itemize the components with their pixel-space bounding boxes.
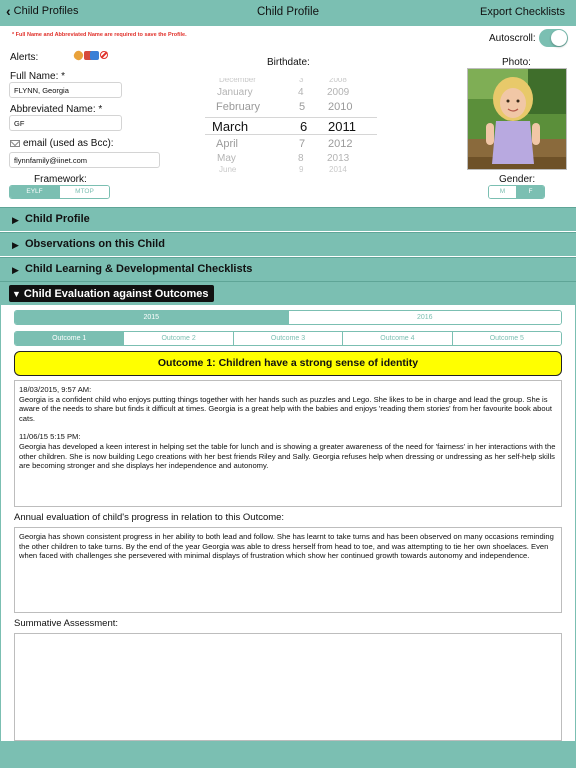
- gender-option-f[interactable]: F: [516, 186, 544, 198]
- child-photo[interactable]: [467, 68, 567, 170]
- triangle-right-icon: ▶: [12, 240, 19, 250]
- picker-day: 9: [299, 165, 304, 172]
- back-button[interactable]: [6, 2, 79, 19]
- birthdate-label: Birthdate:: [267, 57, 310, 68]
- picker-year: 2014: [329, 165, 347, 172]
- photo-label: Photo:: [502, 57, 531, 68]
- nav-bar: [0, 0, 576, 26]
- observation-timestamp: 18/03/2015, 9:57 AM:: [19, 385, 92, 394]
- picker-year: 2008: [329, 78, 347, 84]
- annual-evaluation-label: Annual evaluation of child's progress in relation to this Outcome:: [14, 512, 285, 523]
- mail-icon: [10, 140, 20, 147]
- year-option-2016[interactable]: 2016: [288, 311, 562, 324]
- alerts-label: Alerts:: [10, 52, 39, 63]
- framework-label: Framework:: [34, 174, 87, 185]
- birthdate-picker[interactable]: [205, 78, 377, 172]
- picker-row[interactable]: [205, 138, 377, 154]
- pill-icon: [72, 49, 85, 62]
- alerts-icons[interactable]: [74, 51, 108, 60]
- section-title: Child Learning & Developmental Checklists: [25, 263, 253, 275]
- chevron-left-icon: ‹: [6, 2, 11, 19]
- abbrev-name-field[interactable]: [9, 115, 122, 131]
- tab-outcome-5[interactable]: Outcome 5: [452, 332, 561, 345]
- required-note: * Full Name and Abbreviated Name are required to save the Profile.: [12, 32, 187, 38]
- observation-timestamp: 11/06/15 5:15 PM:: [19, 432, 81, 442]
- tab-outcome-1[interactable]: Outcome 1: [15, 332, 123, 345]
- email-field[interactable]: [9, 152, 160, 168]
- autoscroll-label: Autoscroll:: [489, 33, 536, 44]
- export-checklists-button[interactable]: Export Checklists: [480, 6, 565, 18]
- picker-month: December: [219, 78, 256, 84]
- picker-row[interactable]: [205, 101, 377, 117]
- year-selector: [14, 310, 562, 325]
- picker-month: June: [219, 165, 237, 172]
- picker-day-selected: 6: [300, 119, 308, 134]
- tab-outcome-2[interactable]: Outcome 2: [123, 332, 232, 345]
- gender-option-m[interactable]: M: [489, 186, 516, 198]
- picker-year: 2013: [327, 153, 350, 164]
- picker-month: February: [216, 101, 261, 113]
- bottom-bar: [0, 741, 576, 768]
- framework-option-mtop[interactable]: MTOP: [59, 186, 109, 198]
- section-checklists[interactable]: [0, 257, 576, 281]
- summative-assessment-textbox[interactable]: [14, 633, 562, 741]
- section-title-box: [9, 285, 214, 302]
- section-evaluation[interactable]: [0, 281, 576, 305]
- section-title: Observations on this Child: [25, 238, 165, 250]
- triangle-right-icon: ▶: [12, 215, 19, 225]
- email-label-text: email (used as Bcc):: [23, 138, 114, 149]
- observation-text: Georgia is a confident child who enjoys putting things together with her hands such as puzzles and Lego. She likes to be in charge and lead the group. She is aware of the needs to share but finds it difficult at times. Georgia is a great help with the babies and enjoys 'reading them stories' from her favourite book about cats.: [19, 394, 552, 423]
- picker-year: 2010: [328, 101, 353, 113]
- summative-assessment-label: Summative Assessment:: [14, 618, 119, 629]
- email-label: [10, 138, 114, 149]
- picker-year: 2012: [328, 138, 353, 150]
- picker-row-selected[interactable]: [205, 119, 377, 135]
- section-title: Child Evaluation against Outcomes: [23, 287, 209, 300]
- abbrev-name-label: Abbreviated Name: *: [10, 104, 103, 115]
- picker-month: January: [217, 87, 253, 98]
- picker-month: May: [217, 153, 236, 164]
- toggle-knob: [551, 30, 567, 46]
- picker-day: 5: [299, 101, 306, 113]
- gender-label: Gender:: [499, 174, 536, 185]
- annual-evaluation-text: Georgia has shown consistent progress in her ability to both lead and follow. She has learnt to take turns and has been observed on many occasions reminding the other children to take turns. By the end of the year Georgia was able to dress herself from head to toe, and was attempting to tie her own shoelaces. Even when faced with challenges she persevered with minimal displays of frustration which show her continued growth towards autonomy and independence.: [19, 532, 554, 561]
- framework-selector: [9, 185, 110, 199]
- outcome-selector: [14, 331, 562, 346]
- picker-day: 3: [299, 78, 304, 84]
- picker-row[interactable]: [205, 165, 377, 172]
- picker-year-selected: 2011: [328, 119, 356, 134]
- full-name-label: Full Name: *: [10, 71, 66, 82]
- picker-day: 7: [299, 138, 306, 150]
- outcome-banner: Outcome 1: Children have a strong sense of identity: [14, 351, 562, 376]
- observation-text: Georgia has developed a keen interest in helping set the table for lunch and is showing a greater awareness of the need for 'fairness' in her interactions with the other children. She is now building Lego creations with her best friends Riley and Sally. Georgia refuses help when dressing or undressing as her self-help skills are becoming stronger and she displays her independence and autonomy.: [19, 441, 556, 471]
- autoscroll-toggle[interactable]: [539, 29, 568, 47]
- picker-day: 4: [298, 87, 304, 98]
- child-photo-image: [468, 69, 566, 169]
- gender-selector: [488, 185, 545, 199]
- picker-month-selected: March: [212, 119, 249, 134]
- triangle-down-icon: ▼: [12, 288, 21, 299]
- observations-textbox[interactable]: [14, 380, 562, 507]
- back-label: Child Profiles: [13, 5, 79, 17]
- picker-month: April: [216, 138, 239, 150]
- picker-day: 8: [298, 153, 304, 164]
- tab-outcome-4[interactable]: Outcome 4: [342, 332, 451, 345]
- tab-outcome-3[interactable]: Outcome 3: [233, 332, 342, 345]
- picker-year: 2009: [327, 87, 350, 98]
- page-title: Child Profile: [257, 6, 319, 18]
- section-title: Child Profile: [25, 213, 90, 225]
- section-child-profile[interactable]: [0, 207, 576, 231]
- people-icon-secondary: [90, 51, 99, 60]
- full-name-field[interactable]: [9, 82, 122, 98]
- annual-evaluation-textbox[interactable]: [14, 527, 562, 613]
- section-observations[interactable]: [0, 232, 576, 256]
- framework-option-eylf[interactable]: EYLF: [10, 186, 59, 198]
- year-option-2015[interactable]: 2015: [15, 311, 288, 324]
- no-entry-icon: [100, 51, 108, 59]
- picker-selection-top: [205, 117, 377, 118]
- triangle-right-icon: ▶: [12, 265, 19, 275]
